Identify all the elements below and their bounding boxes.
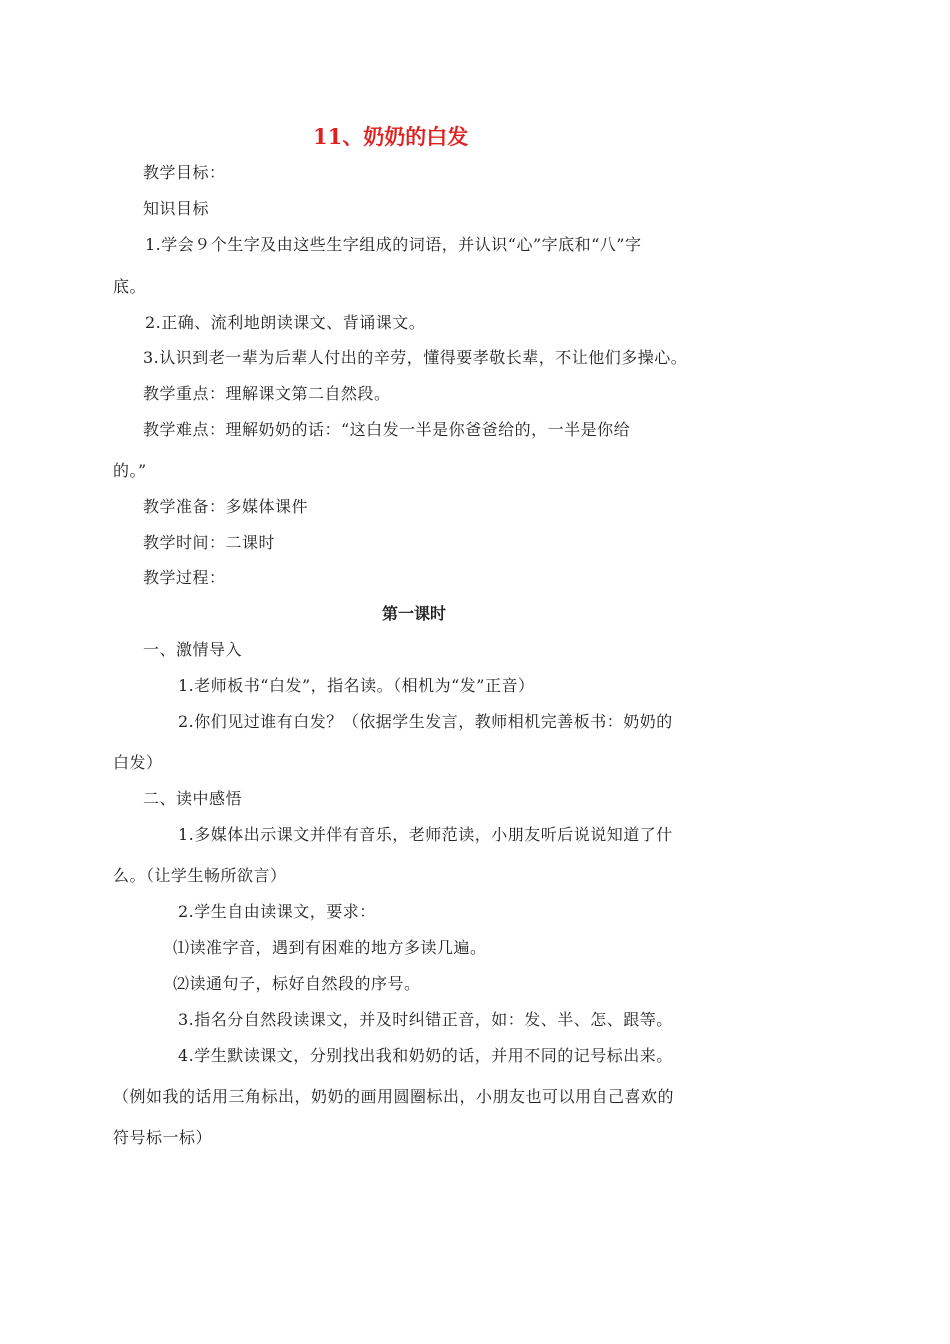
document-title: 11、奶奶的白发 bbox=[313, 124, 469, 149]
section-1-step-1: 1.老师板书“白发”，指名读。（相机为“发”正音） bbox=[178, 676, 535, 695]
teaching-preparation: 教学准备：多媒体课件 bbox=[143, 497, 309, 516]
section-2-step-4-note: （例如我的话用三角标出，奶奶的画用圆圈标出，小朋友也可以用自己喜欢的 bbox=[113, 1087, 675, 1106]
goal-item-2: 2.正确、流利地朗读课文、背诵课文。 bbox=[145, 313, 426, 332]
goal-item-3: 3.认识到老一辈为后辈人付出的辛劳，懂得要孝敬长辈，不让他们多操心。 bbox=[143, 348, 688, 367]
teaching-process-heading: 教学过程： bbox=[143, 568, 226, 587]
section-2-step-2-req-1: ⑴读准字音，遇到有困难的地方多读几遍。 bbox=[173, 938, 487, 957]
knowledge-goals-heading: 知识目标 bbox=[143, 199, 210, 218]
section-2-step-2-req-2: ⑵读通句子，标好自然段的序号。 bbox=[173, 974, 421, 993]
section-2-step-1-continued: 么。（让学生畅所欲言） bbox=[113, 866, 287, 885]
section-2-step-3: 3.指名分自然段读课文，并及时纠错正音，如：发、半、怎、跟等。 bbox=[178, 1010, 673, 1029]
goal-item-1-continued: 底。 bbox=[113, 277, 147, 296]
teaching-time: 教学时间：二课时 bbox=[143, 533, 276, 552]
section-2-step-4-note-continued: 符号标一标） bbox=[113, 1128, 213, 1147]
section-1-heading: 一、激情导入 bbox=[143, 640, 243, 659]
teaching-difficulty-continued: 的。” bbox=[113, 461, 147, 480]
first-lesson-heading: 第一课时 bbox=[382, 604, 447, 623]
section-1-step-2-continued: 白发） bbox=[113, 753, 163, 772]
section-2-step-4: 4.学生默读课文，分别找出我和奶奶的话，并用不同的记号标出来。 bbox=[178, 1046, 673, 1065]
section-1-step-2: 2.你们见过谁有白发？（依据学生发言，教师相机完善板书：奶奶的 bbox=[178, 712, 673, 731]
teaching-focus: 教学重点：理解课文第二自然段。 bbox=[143, 384, 391, 403]
teaching-goals-heading: 教学目标： bbox=[143, 163, 226, 182]
goal-item-1: 1.学会９个生字及由这些生字组成的词语，并认识“心”字底和“八”字 bbox=[145, 235, 642, 254]
section-2-step-1: 1.多媒体出示课文并伴有音乐，老师范读，小朋友听后说说知道了什 bbox=[178, 825, 673, 844]
section-2-step-2: 2.学生自由读课文，要求： bbox=[178, 902, 376, 921]
teaching-difficulty: 教学难点：理解奶奶的话：“这白发一半是你爸爸给的，一半是你给 bbox=[143, 420, 631, 439]
section-2-heading: 二、读中感悟 bbox=[143, 789, 243, 808]
